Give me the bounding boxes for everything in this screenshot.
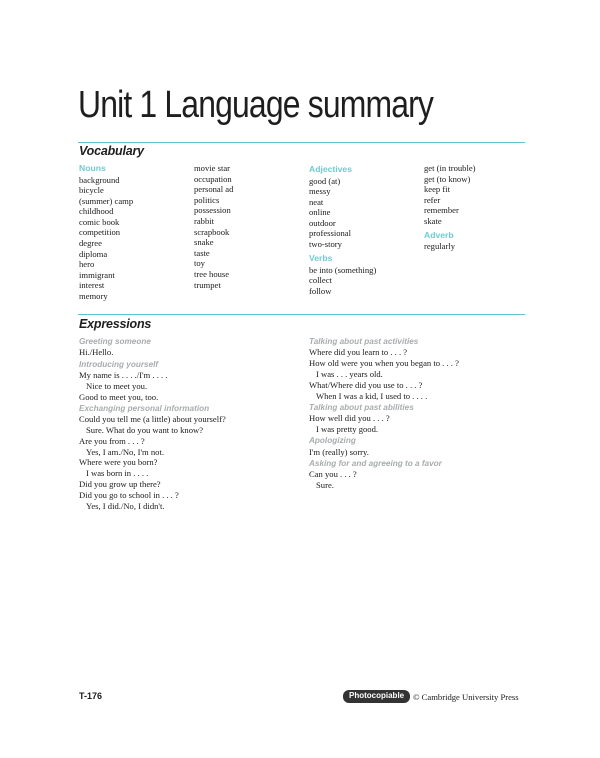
expression-line: Yes, I am./No, I'm not. <box>86 446 165 457</box>
vocab-word: rabbit <box>194 215 215 226</box>
expression-line: Hi./Hello. <box>79 347 114 358</box>
expression-line: Sure. <box>316 479 334 490</box>
category-adjectives: Adjectives <box>309 164 352 174</box>
vocab-word: movie star <box>194 163 231 173</box>
expression-line: When I was a kid, I used to . . . . <box>316 390 428 401</box>
category-verbs: Verbs <box>309 253 333 264</box>
vocab-word: degree <box>79 238 102 249</box>
vocab-word: two-story <box>309 239 342 250</box>
vocab-word: comic book <box>79 216 120 227</box>
vocab-word: get (to know) <box>424 173 471 184</box>
vocab-word: background <box>79 174 120 185</box>
vocab-word: occupation <box>194 173 232 184</box>
vocab-word: scrapbook <box>194 226 230 237</box>
expression-line: Sure. What do you want to know? <box>86 424 204 435</box>
expressions-divider <box>78 314 525 315</box>
expression-line: Can you . . . ? <box>309 469 357 480</box>
vocab-word: competition <box>79 227 121 238</box>
word-list <box>424 241 476 252</box>
word-list <box>309 265 376 297</box>
expression-line: Where were you born? <box>79 457 158 468</box>
vocab-word: regularly <box>424 241 456 252</box>
vocab-word: neat <box>309 196 324 207</box>
expression-line: How well did you . . . ? <box>309 413 390 424</box>
expression-line: Nice to meet you. <box>86 380 148 391</box>
vocab-word: possession <box>194 205 231 216</box>
expression-line: How old were you when you began to . . . ? <box>309 358 459 369</box>
vocab-word: (summer) camp <box>79 195 134 206</box>
vocab-column-nouns <box>79 163 133 302</box>
vocab-word: tree house <box>194 268 230 279</box>
expression-subheading: Talking about past abilities <box>309 402 414 412</box>
page-code: T-176 <box>79 691 103 701</box>
page-title: Unit 1 Language summary <box>78 84 434 126</box>
word-list <box>194 163 233 290</box>
vocab-column-verbs-adverb <box>424 163 476 252</box>
vocab-word: diploma <box>79 248 108 259</box>
vocab-word: skate <box>424 215 442 226</box>
vocab-word: personal ad <box>194 184 234 195</box>
expression-line: I was pretty good. <box>316 423 379 434</box>
photocopiable-badge: Photocopiable <box>343 690 410 703</box>
expression-line: Are you from . . . ? <box>79 435 145 446</box>
vocab-column-adjectives-verbs <box>309 164 376 296</box>
expression-line: Did you grow up there? <box>79 478 161 489</box>
expression-line: My name is . . . ./I'm . . . . <box>79 370 168 380</box>
category-nouns: Nouns <box>79 163 106 173</box>
expression-line: I was . . . years old. <box>316 369 383 379</box>
expression-line: Good to meet you, too. <box>79 391 159 402</box>
expression-line: I was born in . . . . <box>86 468 149 479</box>
vocabulary-divider <box>78 142 525 143</box>
expression-line: Could you tell me (a little) about yourself? <box>79 414 226 425</box>
vocab-word: remember <box>424 205 459 216</box>
vocab-column-nouns-cont <box>194 163 233 290</box>
vocab-word: toy <box>194 258 205 269</box>
vocab-word: collect <box>309 275 332 286</box>
vocab-word: immigrant <box>79 269 115 280</box>
vocab-word: keep fit <box>424 184 451 195</box>
expressions-left-column <box>79 336 226 511</box>
vocabulary-heading: Vocabulary <box>79 144 144 158</box>
vocab-word: politics <box>194 194 220 205</box>
vocab-word: professional <box>309 228 352 239</box>
vocab-word: good (at) <box>309 175 341 186</box>
expression-line: Did you go to school in . . . ? <box>79 489 179 500</box>
expression-subheading: Introducing yourself <box>79 359 159 369</box>
expression-line: Yes, I did./No, I didn't. <box>86 500 165 511</box>
expression-subheading: Asking for and agreeing to a favor <box>309 458 442 468</box>
vocab-word: memory <box>79 291 108 302</box>
vocab-word: follow <box>309 285 332 296</box>
vocab-word: be into (something) <box>309 264 377 275</box>
vocab-word: refer <box>424 194 441 205</box>
expressions-heading: Expressions <box>79 317 152 331</box>
vocab-word: online <box>309 207 331 218</box>
copyright-notice: © Cambridge University Press <box>413 692 519 702</box>
vocab-word: hero <box>79 259 95 270</box>
vocab-word: messy <box>309 186 331 197</box>
vocab-word: childhood <box>79 206 114 217</box>
expression-line: I'm (really) sorry. <box>309 446 369 457</box>
vocab-word: bicycle <box>79 185 104 196</box>
expression-line: Where did you learn to . . . ? <box>309 347 408 358</box>
expressions-right-column <box>309 336 459 491</box>
vocab-word: interest <box>79 280 105 291</box>
vocab-word: outdoor <box>309 217 336 228</box>
word-list <box>79 175 133 302</box>
expression-line: What/Where did you use to . . . ? <box>309 379 423 390</box>
vocab-word: snake <box>194 237 214 248</box>
expression-subheading: Talking about past activities <box>309 337 419 346</box>
expression-subheading: Greeting someone <box>79 337 151 346</box>
vocab-word: taste <box>194 247 210 258</box>
word-list <box>309 176 376 250</box>
category-adverb: Adverb <box>424 229 454 240</box>
expression-subheading: Exchanging personal information <box>79 403 210 413</box>
word-list <box>424 163 476 227</box>
vocab-word: get (in trouble) <box>424 163 476 173</box>
vocab-word: trumpet <box>194 279 221 290</box>
expression-subheading: Apologizing <box>309 436 356 446</box>
